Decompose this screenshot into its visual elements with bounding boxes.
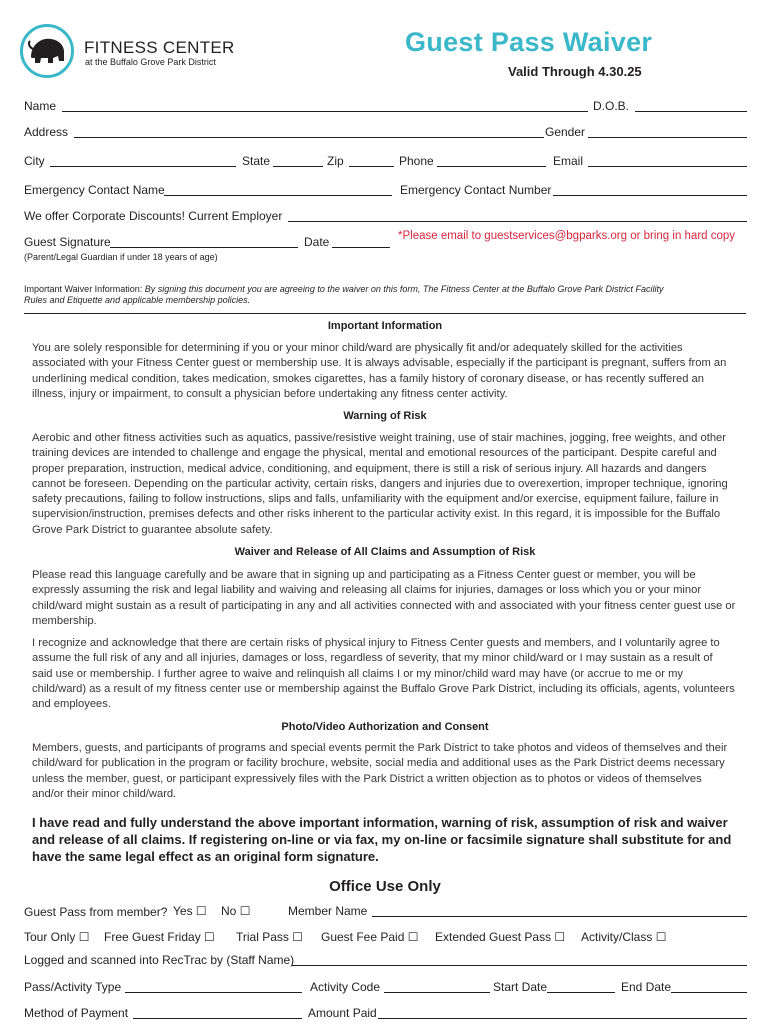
risk-heading: Warning of Risk [343, 410, 427, 422]
yes-label: Yes [173, 904, 193, 918]
name-label: Name [24, 99, 57, 113]
guest-signature-label: Guest Signature [24, 235, 111, 249]
method-of-payment-label: Method of Payment [24, 1006, 129, 1020]
emergency-number-label: Emergency Contact Number [400, 183, 552, 197]
member-name-label: Member Name [288, 904, 368, 918]
guest-fee-paid-checkbox[interactable]: ☐ [407, 930, 419, 944]
tour-only-label: Tour Only [24, 930, 76, 944]
emergency-name-field[interactable] [164, 195, 392, 196]
logo-subtitle: at the Buffalo Grove Park District [85, 57, 216, 67]
risk-text: Aerobic and other fitness activities such as aquatics, passive/resistive weight training, use of stair machines, jogging, free weights, and other training devices are intended to challenge and engage the physical, mental and emotional resources of the participant. Despite careful and proper preparation, instruction, medical advice, conditioning, and equipment, there is still a risk of serious injury. All hazards and dangers cannot be foreseen. Depending on the particular activity, certain risks, dangers and injuries due to overexertion, improper technique, ignoring safety precautions, failing to follow instructions, slips and falls, unfamiliarity with the equipment and/or exercise, equipment failure, failure in supervision/instruction, premises defects and other risks inherent to the particular activity exist. In this regard, it is impossible for the Buffalo Grove Park District to guarantee absolute safety. [32, 432, 728, 536]
pass-activity-type-label: Pass/Activity Type [24, 980, 122, 994]
trial-pass-checkbox[interactable]: ☐ [292, 930, 304, 944]
extended-guest-pass-label: Extended Guest Pass [435, 930, 552, 944]
logged-scanned-label: Logged and scanned into RecTrac by (Staff Name) [24, 953, 295, 967]
state-label: State [242, 154, 271, 168]
dob-label: D.O.B. [593, 99, 630, 113]
waiver-text-1: Please read this language carefully and be aware that in signing up and participating as a Fitness Center guest or member, you will be expressly assuming the risk and legal liability and waiving and releasing all claims for injuries, damages or loss which you or your minor child/ward might sustain as a result of participating in any and all activities connected with and associated with your fitness center guest use or membership. [32, 569, 736, 627]
form-title: Guest Pass Waiver [405, 27, 653, 57]
zip-label: Zip [327, 154, 344, 168]
member-name-field[interactable] [372, 916, 747, 917]
free-guest-friday-option[interactable] [104, 930, 215, 944]
no-option[interactable] [221, 904, 250, 918]
email-field[interactable] [588, 166, 747, 167]
no-label: No [221, 904, 237, 918]
phone-label: Phone [399, 154, 434, 168]
address-field[interactable] [74, 137, 544, 138]
yes-option[interactable] [173, 904, 207, 918]
employer-field[interactable] [288, 221, 747, 222]
city-label: City [24, 154, 45, 168]
activity-code-field[interactable] [384, 992, 490, 993]
waiver-info-text2: Rules and Etiquette and applicable membership policies. [24, 295, 251, 305]
pass-activity-type-field[interactable] [125, 992, 302, 993]
activity-class-option[interactable] [581, 930, 666, 944]
gender-label: Gender [545, 125, 586, 139]
waiver-heading: Waiver and Release of All Claims and Assumption of Risk [234, 546, 536, 558]
email-note: *Please email to guestservices@bgparks.org or bring in hard copy [398, 230, 736, 242]
photo-text: Members, guests, and participants of programs and special events permit the Park District to take photos and videos of themselves and their child/ward for publication in the program or facility brochure, website, social media and additional uses as the Park District deems necessary unless the member, guest, or participant expressively files with the Park District a written objection as to photos or videos of themselves and/or their minor child/ward. [32, 742, 728, 800]
guest-signature-field[interactable] [110, 247, 298, 248]
office-heading: Office Use Only [329, 878, 441, 895]
start-date-label: Start Date [493, 980, 548, 994]
zip-field[interactable] [349, 166, 394, 167]
date-label: Date [304, 235, 330, 249]
trial-pass-label: Trial Pass [236, 930, 289, 944]
waiver-info [24, 284, 724, 306]
method-of-payment-field[interactable] [133, 1018, 302, 1019]
name-field[interactable] [62, 111, 588, 112]
waiver-text-2: I recognize and acknowledge that there are certain risks of physical injury to Fitness Center guests and members, and I voluntarily agree to assume the full risk of any and all injuries, damages or loss, regardless of severity, that my minor child/ward or I may sustain as a result of said use or membership. I further agree to waive and relinquish all claims I or my minor/child ward may have (or accrue to me or my child/ward) as a result of my fitness center use or membership against the Buffalo Grove Park District, including its officials, agents, volunteers and employees. [32, 637, 735, 711]
guest-pass-member-label: Guest Pass from member? [24, 905, 168, 919]
end-date-label: End Date [621, 980, 672, 994]
activity-code-label: Activity Code [310, 980, 381, 994]
waiver-info-label: Important Waiver Information: [24, 284, 143, 294]
tour-only-option[interactable] [24, 930, 89, 944]
end-date-field[interactable] [671, 992, 747, 993]
valid-through: Valid Through 4.30.25 [508, 64, 642, 79]
tour-only-checkbox[interactable]: ☐ [78, 930, 90, 944]
bison-icon [23, 27, 71, 75]
emergency-name-label: Emergency Contact Name [24, 183, 165, 197]
parent-note: (Parent/Legal Guardian if under 18 years of age) [24, 252, 218, 262]
no-checkbox[interactable]: ☐ [239, 904, 251, 918]
free-guest-friday-label: Free Guest Friday [104, 930, 201, 944]
amount-paid-field[interactable] [378, 1018, 747, 1019]
state-field[interactable] [273, 166, 323, 167]
yes-checkbox[interactable]: ☐ [195, 904, 207, 918]
start-date-field[interactable] [547, 992, 615, 993]
extended-guest-pass-checkbox[interactable]: ☐ [554, 930, 566, 944]
staff-name-field[interactable] [292, 965, 747, 966]
gender-field[interactable] [588, 137, 747, 138]
address-label: Address [24, 125, 69, 139]
logo-title: FITNESS CENTER [84, 38, 235, 57]
guest-fee-paid-option[interactable] [321, 930, 419, 944]
date-field[interactable] [332, 247, 390, 248]
amount-paid-label: Amount Paid [308, 1006, 377, 1020]
acknowledgement: I have read and fully understand the above important information, warning of risk, assumption of risk and waiver and release of all claims. If registering on-line or via fax, my on-line or facsimile signature shall substitute for and have the same legal effect as an original form signature. [32, 815, 732, 864]
important-text: You are solely responsible for determining if you or your minor child/ward are physically fit and/or adequately skilled for the activities associated with your Fitness Center guest or membership use. It is always advisable, especially if the participant is pregnant, suffers from an underlining medical condition, takes medication, smokes cigarettes, has a family history of coronary disease, or has recently suffered an illness, injury or impairment, to consult a physician before undertaking any fitness center activity. [32, 342, 727, 400]
corporate-label: We offer Corporate Discounts! Current Employer [24, 209, 283, 223]
dob-field[interactable] [635, 111, 747, 112]
photo-heading: Photo/Video Authorization and Consent [281, 721, 489, 733]
email-label: Email [553, 154, 584, 168]
activity-class-checkbox[interactable]: ☐ [655, 930, 667, 944]
phone-field[interactable] [437, 166, 546, 167]
guest-fee-paid-label: Guest Fee Paid [321, 930, 405, 944]
logo-circle [20, 24, 74, 78]
city-field[interactable] [50, 166, 236, 167]
important-heading: Important Information [327, 320, 443, 332]
extended-guest-pass-option[interactable] [435, 930, 565, 944]
trial-pass-option[interactable] [236, 930, 303, 944]
activity-class-label: Activity/Class [581, 930, 653, 944]
emergency-number-field[interactable] [553, 195, 747, 196]
waiver-info-text: By signing this document you are agreeing to the waiver on this form, The Fitness Center at the Buffalo Grove Park District Facility [142, 284, 664, 294]
free-guest-friday-checkbox[interactable]: ☐ [204, 930, 215, 944]
divider [24, 313, 746, 314]
